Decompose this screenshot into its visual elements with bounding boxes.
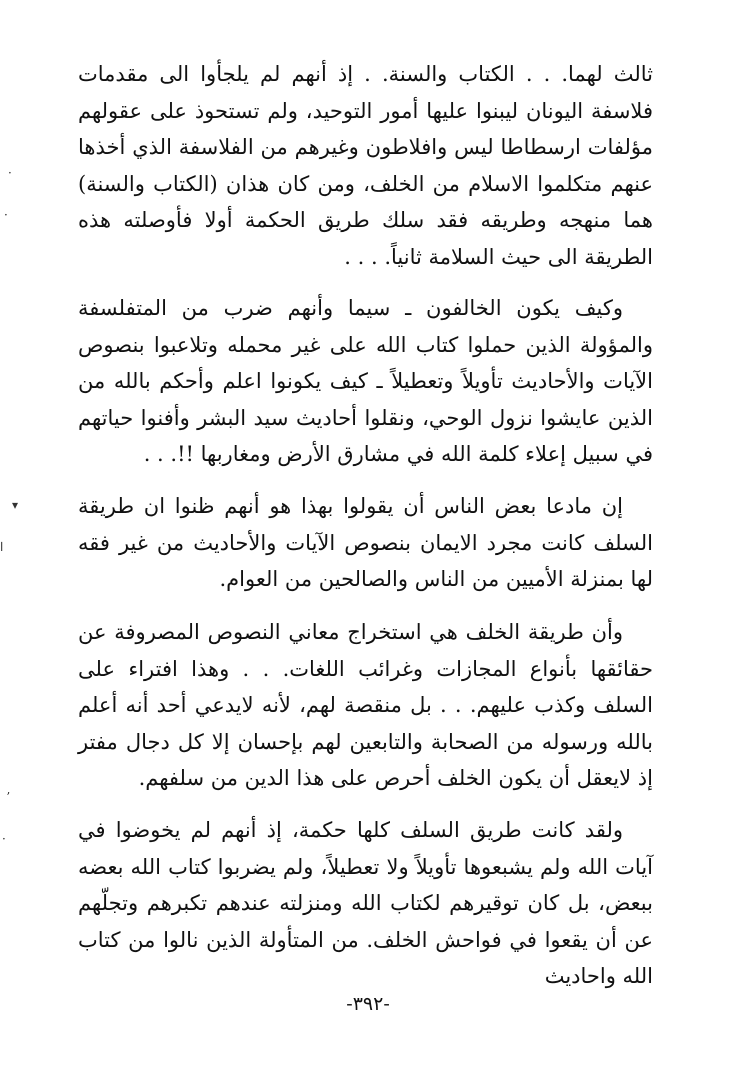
margin-speck: ·: [4, 208, 8, 222]
paragraph-3: إن مادعا بعض الناس أن يقولوا بهذا هو أنهم ظنوا ان طريقة السلف كانت مجرد الايمان بنصوص الآيات والأحاديث من غير فقه لها بمنزلة الأميين من الناس والصالحين من العوام.: [78, 494, 653, 591]
paragraph-5: ولقد كانت طريق السلف كلها حكمة، إذ أنهم لم يخوضوا في آيات الله ولم يشبعوها تأويلاً ولا تعطيلاً، ولم يضربوا كتاب الله بعضه ببعض، بل كان توقيرهم لكتاب الله ومنزلته عندهم تكبرهم وتجلّهم عن أن يقعوا في فواحش الخلف. من المتأولة الذين نالوا من كتاب الله واحاديث: [78, 818, 653, 988]
margin-speck: ▾: [12, 498, 19, 512]
page-number: -٣٩٢-: [346, 993, 390, 1015]
paragraph-1: ثالث لهما. . . الكتاب والسنة. . إذ أنهم لم يلجأوا الى مقدمات فلاسفة اليونان ليبنوا عليها أمور التوحيد، ولم تستحوذ على عقولهم مؤلفات ارسطاطا ليس وافلاطون وغيرهم من الفلاسفة الذي أخذها عنهم متكلموا الاسلام من الخلف، ومن كان هذان (الكتاب والسنة) هما منهجه وطريقه فقد سلك طريق الحكمة أولا فأوصلته هذه الطريقة الى حيث السلامة ثانياً. . . .: [78, 62, 653, 269]
margin-speck: ʼ: [6, 790, 10, 804]
paragraph-2: وكيف يكون الخالفون ـ سيما وأنهم ضرب من المتفلسفة والمؤولة الذين حملوا كتاب الله على غير محمله وتلاعبوا بنصوص الآيات والأحاديث تأويلاً وتعطيلاً ـ كيف يكونوا اعلم وأحكم بالله من الذين عايشوا نزول الوحي، ونقلوا أحاديث سيد البشر وأفنوا حياتهم في سبيل إعلاء كلمة الله في مشارق الأرض ومغاربها !!. . .: [78, 296, 653, 466]
margin-speck: ا: [0, 540, 4, 554]
margin-speck: ·: [8, 166, 12, 180]
margin-speck: ·: [2, 832, 6, 846]
paragraph-4: وأن طريقة الخلف هي استخراج معاني النصوص المصروفة عن حقائقها بأنواع المجازات وغرائب اللغات. . . وهذا افتراء على السلف وكذب عليهم. . . بل منقصة لهم، لأنه لايدعي أحد أنه أعلم بالله ورسوله من الصحابة والتابعين لهم بإحسان إلا كل دجال مفتر إذ لايعقل أن يكون الخلف أحرص على هذا الدين من سلفهم.: [78, 620, 653, 790]
